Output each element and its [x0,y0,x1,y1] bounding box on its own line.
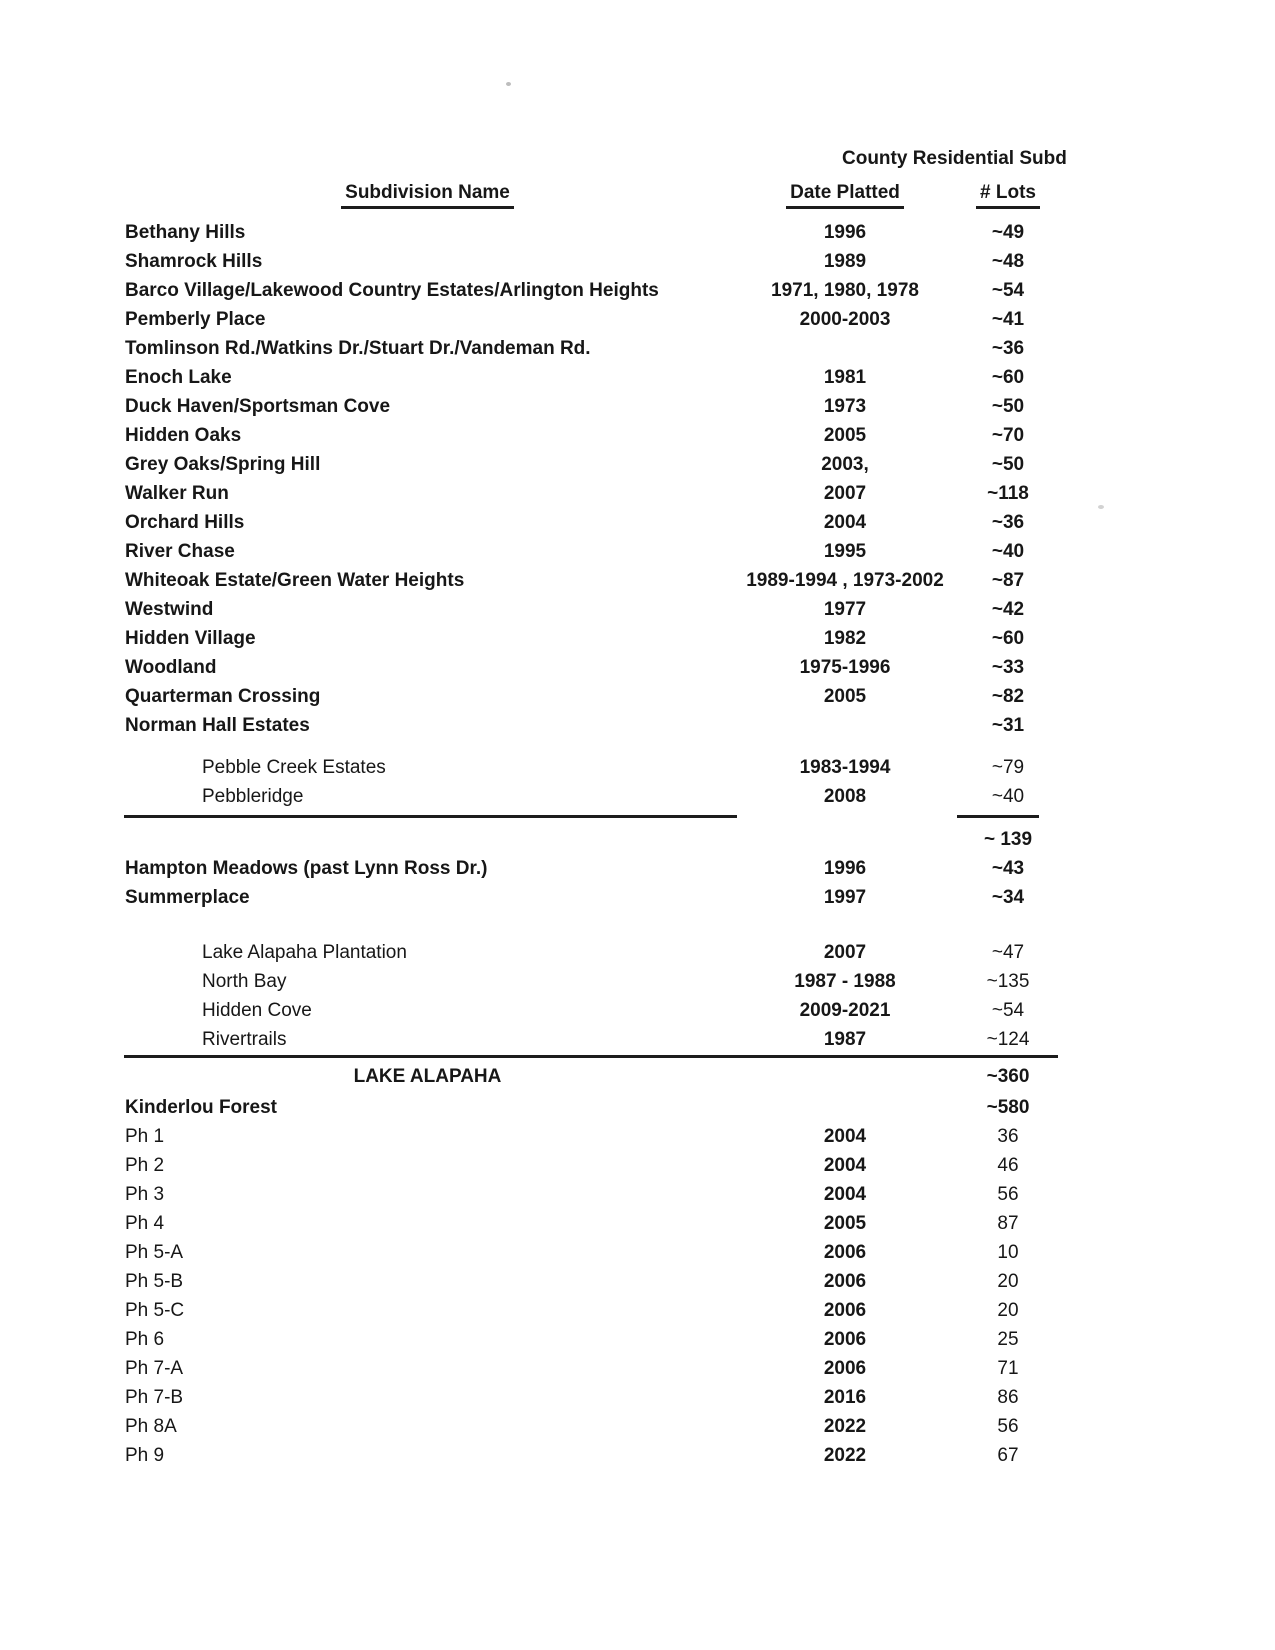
date-platted-cell: 2000-2003 [799,309,891,330]
table-row [0,996,1275,1025]
date-platted-cell: 2006 [823,1358,867,1379]
subdivision-name-cell: Duck Haven/Sportsman Cove [125,396,391,417]
date-platted-cell: 2007 [823,942,867,963]
table-body [0,218,1275,1470]
subdivision-name-cell: Kinderlou Forest [125,1097,278,1118]
date-platted-cell: 2005 [823,686,867,707]
lots-cell: 67 [997,1445,1019,1466]
subdivision-name-cell: Ph 5-A [125,1242,184,1263]
lots-cell: ~87 [991,570,1025,591]
subdivision-name-cell: Hidden Oaks [125,425,242,446]
rule-line [124,1055,1058,1058]
subdivision-name-cell: Barco Village/Lakewood Country Estates/Arlington Heights [125,280,659,301]
lots-cell: 87 [997,1213,1019,1234]
subdivision-name-cell: Pebble Creek Estates [202,757,386,778]
date-platted-cell: 1987 - 1988 [794,971,896,992]
date-platted-cell: 2022 [823,1416,867,1437]
column-header-date-platted: Date Platted [715,182,975,209]
subdivision-name-cell: Hampton Meadows (past Lynn Ross Dr.) [125,858,488,879]
subdivision-name-cell: Pemberly Place [125,309,266,330]
date-platted-cell: 1977 [823,599,867,620]
lots-cell: ~31 [991,715,1025,736]
lots-cell: ~41 [991,309,1025,330]
lots-cell: 56 [997,1416,1019,1437]
lots-cell: ~82 [991,686,1025,707]
table-header-row [0,182,1275,218]
table-row [0,1151,1275,1180]
subdivision-name-cell: LAKE ALAPAHA [353,1066,502,1087]
lots-cell: ~ 139 [983,829,1033,850]
subdivision-name-cell: Hidden Village [125,628,256,649]
spacer [0,912,1275,938]
lots-cell: ~36 [991,338,1025,359]
date-platted-cell: 2003, [821,454,869,475]
lots-cell: ~40 [991,786,1025,807]
date-platted-cell: 2007 [823,483,867,504]
subdivision-name-cell: Walker Run [125,483,229,504]
date-platted-cell: 2006 [823,1300,867,1321]
lots-cell: ~49 [991,222,1025,243]
table-row [0,1354,1275,1383]
table-row [0,1296,1275,1325]
lots-cell: ~135 [986,971,1030,992]
subdivision-name-cell: North Bay [202,971,287,992]
table-row [0,682,1275,711]
table-row [0,1412,1275,1441]
date-platted-cell: 1996 [823,858,867,879]
date-platted-cell: 2016 [823,1387,867,1408]
date-platted-cell: 2006 [823,1242,867,1263]
subdivision-name-cell: Shamrock Hills [125,251,263,272]
subdivision-name-cell: Rivertrails [202,1029,287,1050]
date-platted-cell: 2006 [823,1329,867,1350]
subdivision-name-cell: Tomlinson Rd./Watkins Dr./Stuart Dr./Vandeman Rd. [125,338,591,359]
date-platted-cell: 2005 [823,1213,867,1234]
subdivision-name-cell: Ph 3 [125,1184,165,1205]
lots-cell: 71 [997,1358,1019,1379]
date-platted-cell: 1982 [823,628,867,649]
lots-cell: ~40 [991,541,1025,562]
table-row [0,1122,1275,1151]
subdivision-name-cell: Ph 1 [125,1126,165,1147]
table-row [0,1180,1275,1209]
table-row [0,825,1275,854]
table-row [0,537,1275,566]
subdivision-name-cell: Orchard Hills [125,512,245,533]
subdivision-name-cell: Whiteoak Estate/Green Water Heights [125,570,465,591]
table-row [0,450,1275,479]
date-platted-cell: 1975-1996 [799,657,891,678]
table-row [0,938,1275,967]
subtotal-rule [0,811,1275,825]
date-platted-cell: 2004 [823,512,867,533]
subdivision-name-cell: Hidden Cove [202,1000,312,1021]
lots-cell: ~50 [991,454,1025,475]
table-row [0,334,1275,363]
table-row [0,421,1275,450]
table-row [0,218,1275,247]
subdivision-name-cell: Ph 7-B [125,1387,184,1408]
table-row [0,1325,1275,1354]
section-rule [0,1054,1275,1062]
lots-cell: ~118 [987,483,1029,504]
date-platted-cell: 1997 [823,887,867,908]
rule-line [957,815,1039,818]
subdivision-name-cell: Lake Alapaha Plantation [202,942,407,963]
table-row [0,247,1275,276]
table-row [0,1267,1275,1296]
table-row [0,967,1275,996]
lots-cell: 46 [997,1155,1019,1176]
subdivision-name-cell: Ph 8A [125,1416,177,1437]
lots-cell: ~54 [991,1000,1025,1021]
lots-cell: ~34 [991,887,1025,908]
table-row [0,305,1275,334]
date-platted-cell: 1987 [823,1029,867,1050]
date-platted-cell: 2008 [823,786,867,807]
subdivision-name-cell: Ph 4 [125,1213,165,1234]
lots-cell: ~124 [986,1029,1030,1050]
lots-cell: 10 [997,1242,1019,1263]
lots-cell: ~360 [986,1066,1030,1087]
subdivision-name-cell: Ph 5-C [125,1300,185,1321]
date-platted-cell: 2022 [823,1445,867,1466]
lots-cell: ~54 [991,280,1025,301]
date-platted-cell: 1996 [823,222,867,243]
lots-cell: 56 [997,1184,1019,1205]
lots-cell: 20 [997,1300,1019,1321]
spacer [0,740,1275,753]
lots-cell: ~50 [991,396,1025,417]
subdivision-name-cell: Ph 2 [125,1155,165,1176]
lots-cell: 36 [997,1126,1019,1147]
table-row [0,479,1275,508]
table-row [0,782,1275,811]
table-row [0,508,1275,537]
column-header-subdivision-name: Subdivision Name [125,182,730,209]
lots-cell: 20 [997,1271,1019,1292]
lots-cell: ~33 [991,657,1025,678]
date-platted-cell: 2004 [823,1155,867,1176]
subdivision-name-cell: Quarterman Crossing [125,686,321,707]
table-row [0,1093,1275,1122]
lots-cell: ~48 [991,251,1025,272]
subdivision-name-cell: Bethany Hills [125,222,246,243]
table-row [0,1441,1275,1470]
column-header-num-lots: # Lots [948,182,1068,209]
table-row [0,1238,1275,1267]
date-platted-cell: 1981 [823,367,867,388]
subdivision-name-cell: Norman Hall Estates [125,715,310,736]
table-row [0,1062,1275,1091]
lots-cell: ~42 [991,599,1025,620]
lots-cell: ~36 [991,512,1025,533]
subdivision-name-cell: Enoch Lake [125,367,232,388]
date-platted-cell: 1989-1994 , 1973-2002 [746,570,944,591]
subdivision-name-cell: Woodland [125,657,217,678]
table-row [0,1209,1275,1238]
date-platted-cell: 2009-2021 [799,1000,891,1021]
subdivision-name-cell: Summerplace [125,887,250,908]
date-platted-cell: 1995 [823,541,867,562]
table-row [0,883,1275,912]
subdivision-name-cell: Ph 9 [125,1445,165,1466]
table-row [0,753,1275,782]
table-row [0,1025,1275,1054]
table-row [0,711,1275,740]
subdivision-table [0,182,1275,1470]
document-title: County Residential Subd [842,148,1067,169]
date-platted-cell: 1971, 1980, 1978 [771,280,919,301]
table-row [0,653,1275,682]
lots-cell: 25 [997,1329,1019,1350]
lots-cell: ~70 [991,425,1025,446]
table-row [0,1383,1275,1412]
lots-cell: ~60 [991,367,1025,388]
table-row [0,363,1275,392]
subdivision-name-cell: Ph 6 [125,1329,165,1350]
table-row [0,392,1275,421]
lots-cell: ~60 [991,628,1025,649]
table-row [0,276,1275,305]
date-platted-cell: 2004 [823,1126,867,1147]
subdivision-name-cell: Westwind [125,599,214,620]
scan-artifact [506,82,511,86]
rule-line [124,815,737,818]
subdivision-name-cell: Ph 5-B [125,1271,184,1292]
subdivision-name-cell: Ph 7-A [125,1358,184,1379]
subdivision-name-cell: River Chase [125,541,235,562]
lots-cell: ~43 [991,858,1025,879]
lots-cell: ~47 [991,942,1025,963]
lots-cell: ~79 [991,757,1025,778]
date-platted-cell: 1973 [823,396,867,417]
date-platted-cell: 2006 [823,1271,867,1292]
lots-cell: ~580 [986,1097,1030,1118]
date-platted-cell: 2005 [823,425,867,446]
date-platted-cell: 2004 [823,1184,867,1205]
table-row [0,566,1275,595]
table-row [0,624,1275,653]
subdivision-name-cell: Pebbleridge [202,786,304,807]
subdivision-name-cell: Grey Oaks/Spring Hill [125,454,321,475]
date-platted-cell: 1989 [823,251,867,272]
lots-cell: 86 [997,1387,1019,1408]
date-platted-cell: 1983-1994 [799,757,891,778]
table-row [0,595,1275,624]
table-row [0,854,1275,883]
